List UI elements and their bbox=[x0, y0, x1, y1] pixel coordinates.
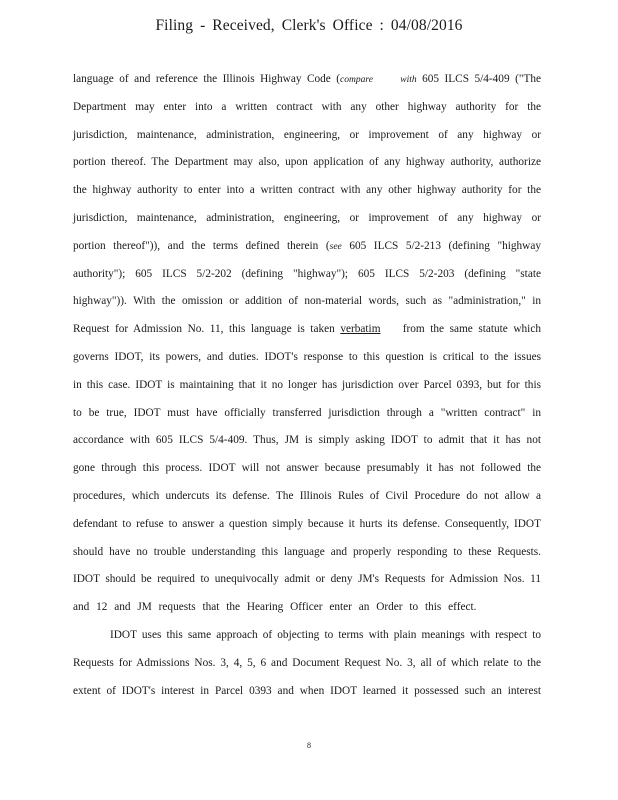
paragraph-start-line: IDOT uses this same approach of objecting to terms with plain meanings with respect to bbox=[110, 628, 541, 641]
text-line: Requests for Admissions Nos. 3, 4, 5, 6 and Document Request No. 3, all of which relate to the bbox=[73, 656, 541, 669]
page-number: 8 bbox=[307, 741, 311, 750]
text-line: and 12 and JM requests that the Hearing Officer enter an Order to this effect. bbox=[73, 601, 477, 614]
text-line: defendant to refuse to answer a question simply because it hurts its defense. Consequently, IDOT bbox=[73, 517, 541, 530]
text-line: should have no trouble understanding this language and properly responding to these Requests. bbox=[73, 545, 541, 558]
text-line: authority"); 605 ILCS 5/2-202 (defining "highway"); 605 ILCS 5/2-203 (defining "state bbox=[73, 267, 541, 280]
text-line: portion thereof")), and the terms defined therein (see 605 ILCS 5/2-213 (defining "highway bbox=[73, 239, 541, 252]
text-line: portion thereof. The Department may also, upon application of any highway authority, authorize bbox=[73, 156, 541, 169]
text-line: jurisdiction, maintenance, administration, engineering, or improvement of any highway or bbox=[73, 128, 541, 141]
text-line: Department may enter into a written contract with any other highway authority for the bbox=[73, 100, 541, 113]
text-line: in this case. IDOT is maintaining that it no longer has jurisdiction over Parcel 0393, but for this bbox=[73, 378, 541, 391]
filing-stamp-header: Filing - Received, Clerk's Office : 04/08/2016 bbox=[155, 17, 463, 34]
text-line: gone through this process. IDOT will not answer because presumably it has not followed the bbox=[73, 462, 541, 475]
text-line: accordance with 605 ILCS 5/4-409. Thus, JM is simply asking IDOT to admit that it has not bbox=[73, 434, 541, 447]
text-line: governs IDOT, its powers, and duties. IDOT's response to this question is critical to the issues bbox=[73, 350, 541, 363]
text-line: language of and reference the Illinois Highway Code (compare with 605 ILCS 5/4-409 ("The bbox=[73, 73, 542, 85]
text-line: the highway authority to enter into a written contract with any other highway authority for the bbox=[73, 184, 541, 197]
text-line: highway")). With the omission or addition of non-material words, such as "administration," in bbox=[73, 295, 541, 308]
text-line: extent of IDOT's interest in Parcel 0393 and when IDOT learned it possessed such an interest bbox=[73, 684, 541, 697]
text-line: procedures, which undercuts its defense. The Illinois Rules of Civil Procedure do not allow a bbox=[73, 489, 541, 502]
text-line: to be true, IDOT must have officially transferred jurisdiction through a "written contract" in bbox=[73, 406, 541, 419]
document-body bbox=[73, 68, 541, 707]
text-line: Request for Admission No. 11, this language is taken verbatim from the same statute which bbox=[73, 323, 541, 336]
text-line: jurisdiction, maintenance, administration, engineering, or improvement of any highway or bbox=[73, 211, 541, 224]
text-line: IDOT should be required to unequivocally admit or deny JM's Requests for Admission Nos. 11 bbox=[73, 573, 541, 586]
